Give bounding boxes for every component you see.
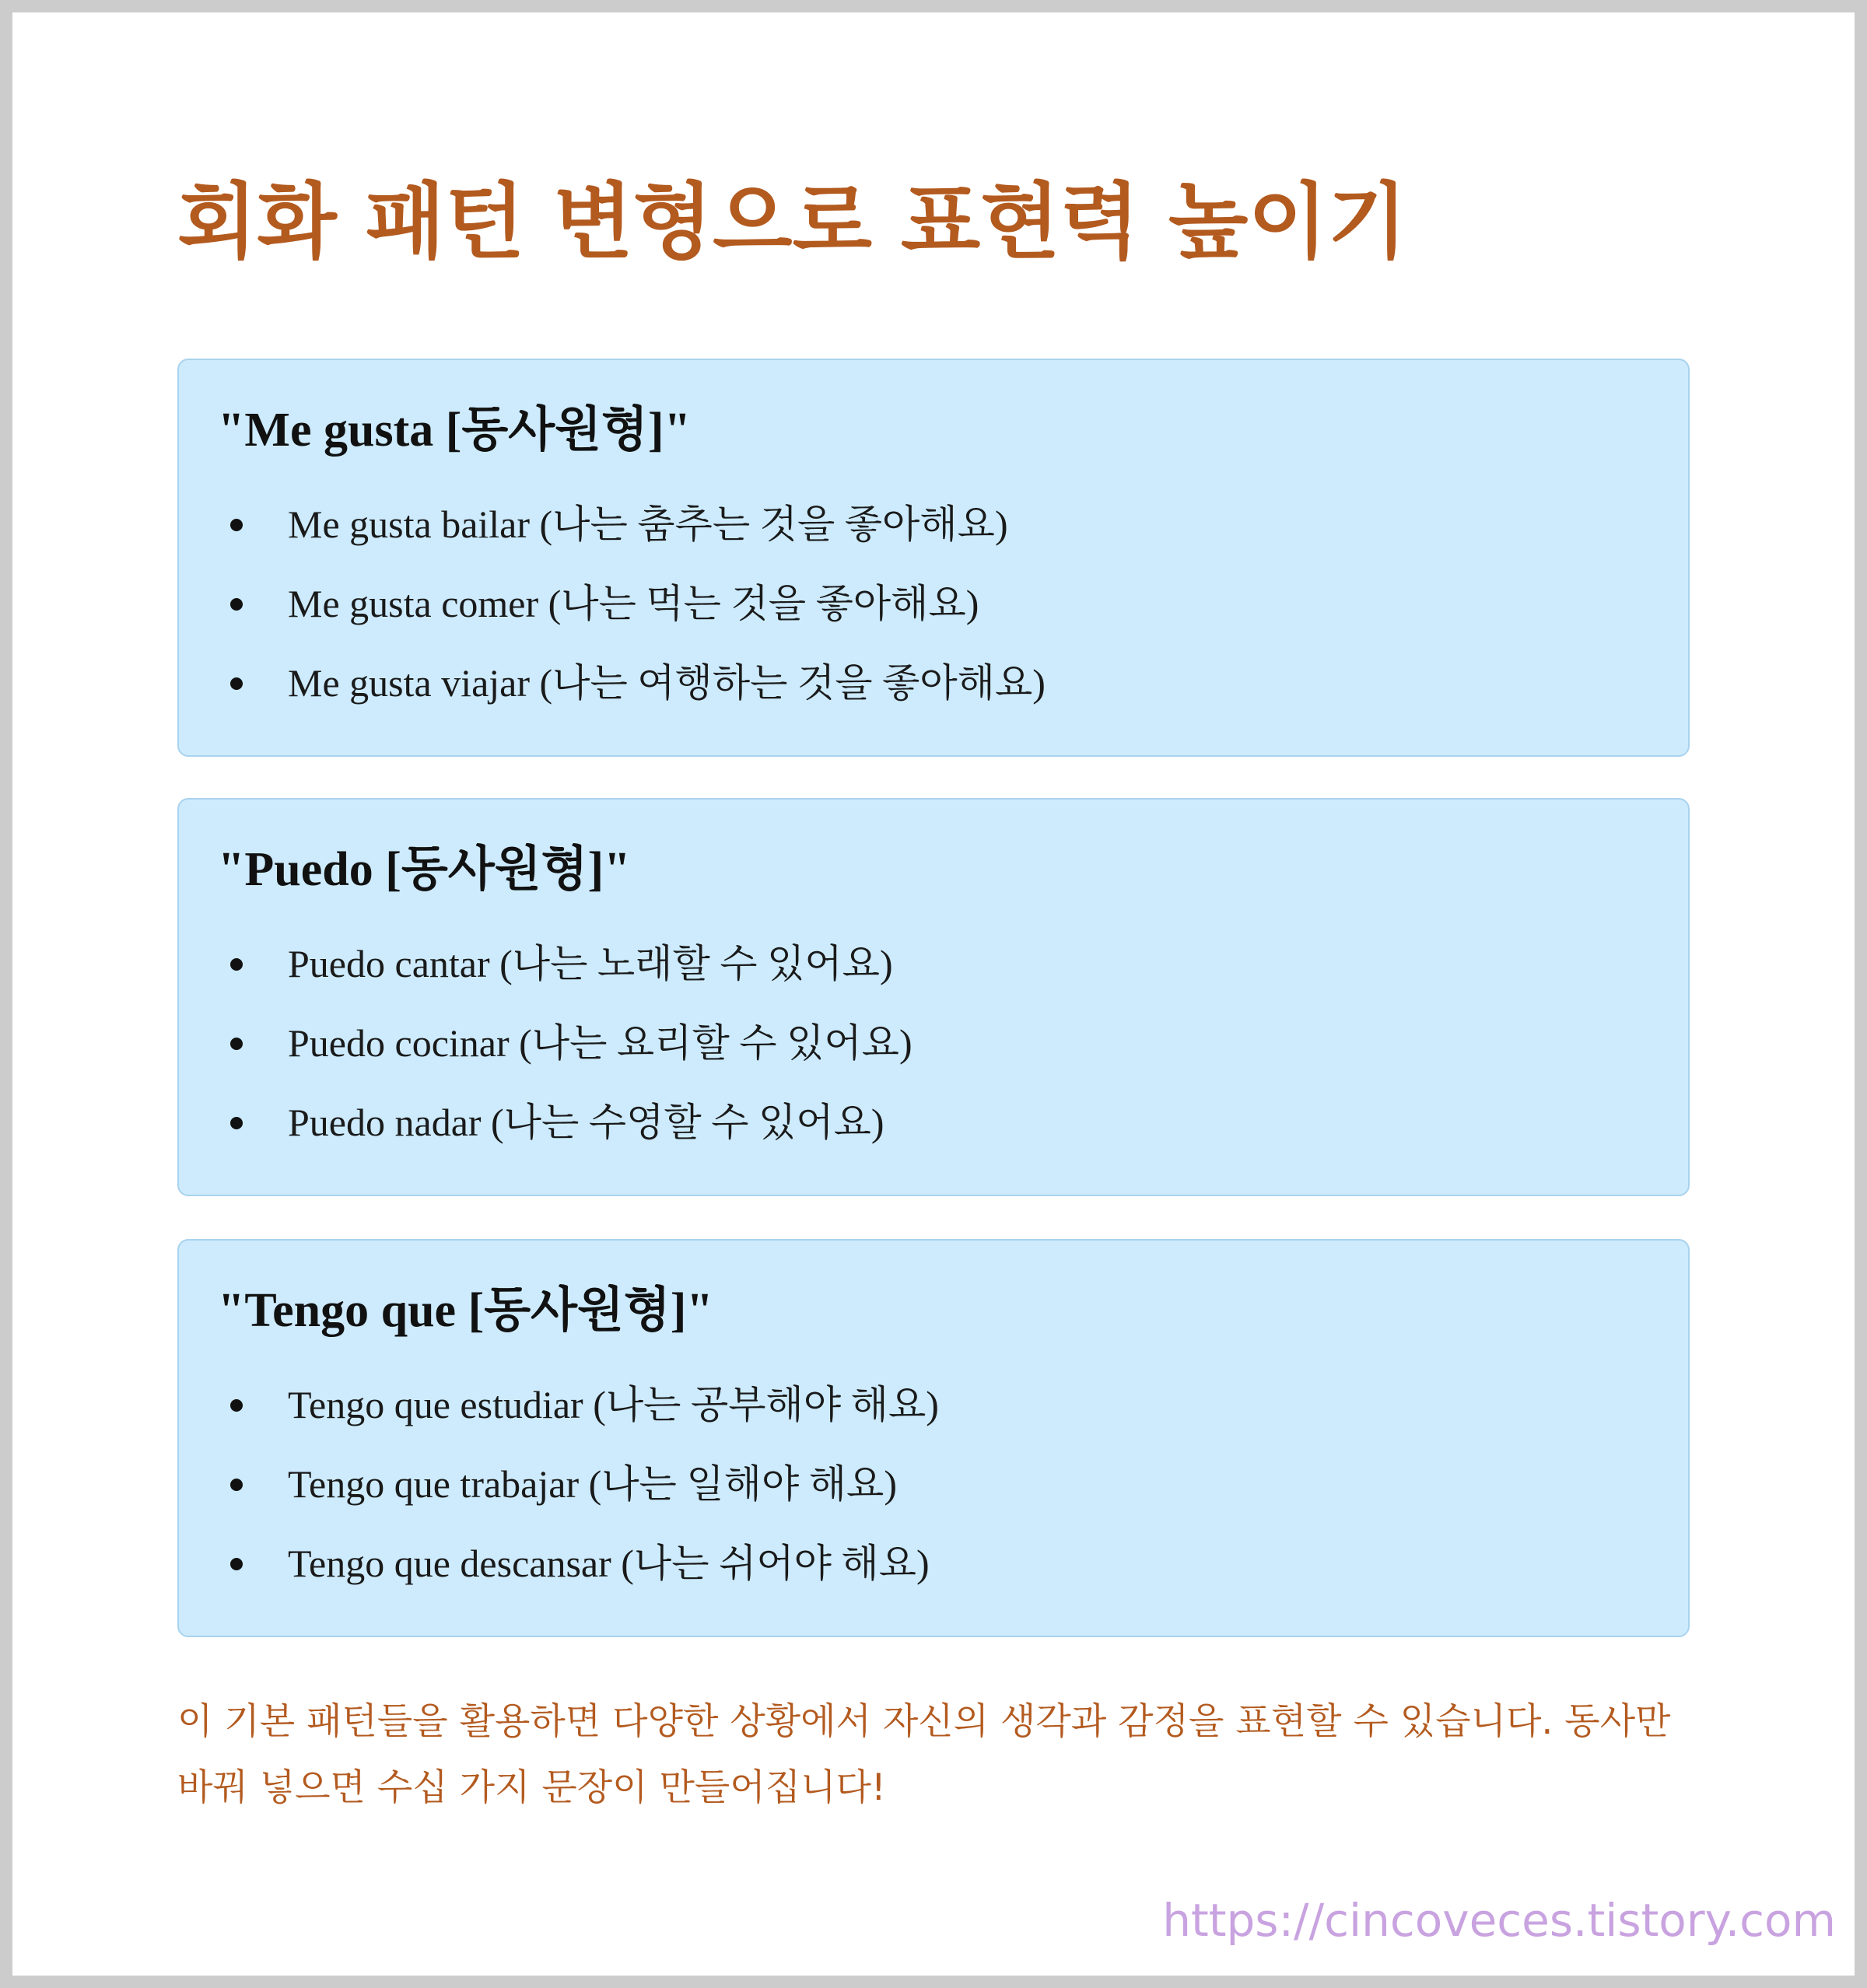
list-item (179, 1003, 1688, 1083)
list-item (179, 1083, 1688, 1162)
example-list (179, 924, 1688, 1162)
pattern-card-tengo-que (177, 1239, 1690, 1637)
example-sentence: Puedo cantar (나는 노래할 수 있어요) (288, 942, 893, 985)
bullet-icon (230, 598, 243, 611)
example-sentence: Tengo que descansar (나는 쉬어야 해요) (288, 1542, 930, 1585)
pattern-heading: "Puedo [동사원형]" (218, 843, 631, 896)
bullet-icon (230, 958, 243, 971)
bullet-icon (230, 1038, 243, 1050)
list-item (179, 924, 1688, 1003)
summary-text: 이 기본 패턴들을 활용하면 다양한 상황에서 자신의 생각과 감정을 표현할 수 있습니다. 동사만 바꿔 넣으면 수십 가지 문장이 만들어집니다! (177, 1700, 1671, 1809)
list-item (179, 564, 1688, 643)
example-sentence: Me gusta bailar (나는 춤추는 것을 좋아해요) (288, 502, 1008, 546)
bullet-icon (230, 1479, 243, 1491)
bullet-icon (230, 519, 243, 531)
example-sentence: Tengo que estudiar (나는 공부해야 해요) (288, 1383, 939, 1426)
example-sentence: Puedo nadar (나는 수영할 수 있어요) (288, 1101, 884, 1144)
pattern-heading: "Me gusta [동사원형]" (218, 404, 691, 457)
list-item (179, 643, 1688, 723)
list-item (179, 485, 1688, 564)
example-list (179, 485, 1688, 723)
list-item (179, 1524, 1688, 1603)
example-list (179, 1365, 1688, 1603)
example-sentence: Puedo cocinar (나는 요리할 수 있어요) (288, 1021, 912, 1065)
list-item (179, 1365, 1688, 1444)
pattern-heading: "Tengo que [동사원형]" (218, 1284, 713, 1337)
list-item (179, 1444, 1688, 1524)
bullet-icon (230, 1117, 243, 1129)
watermark-url: https://cincoveces.tistory.com (1162, 1894, 1836, 1947)
example-sentence: Me gusta viajar (나는 여행하는 것을 좋아해요) (288, 661, 1046, 705)
page (12, 12, 1855, 1976)
example-sentence: Me gusta comer (나는 먹는 것을 좋아해요) (288, 582, 979, 625)
pattern-card-puedo (177, 798, 1690, 1196)
bullet-icon (230, 677, 243, 690)
bullet-icon (230, 1558, 243, 1570)
example-sentence: Tengo que trabajar (나는 일해야 해요) (288, 1462, 897, 1506)
pattern-card-me-gusta (177, 359, 1690, 757)
page-title: 회화 패턴 변형으로 표현력 높이기 (177, 174, 1408, 270)
bullet-icon (230, 1399, 243, 1412)
